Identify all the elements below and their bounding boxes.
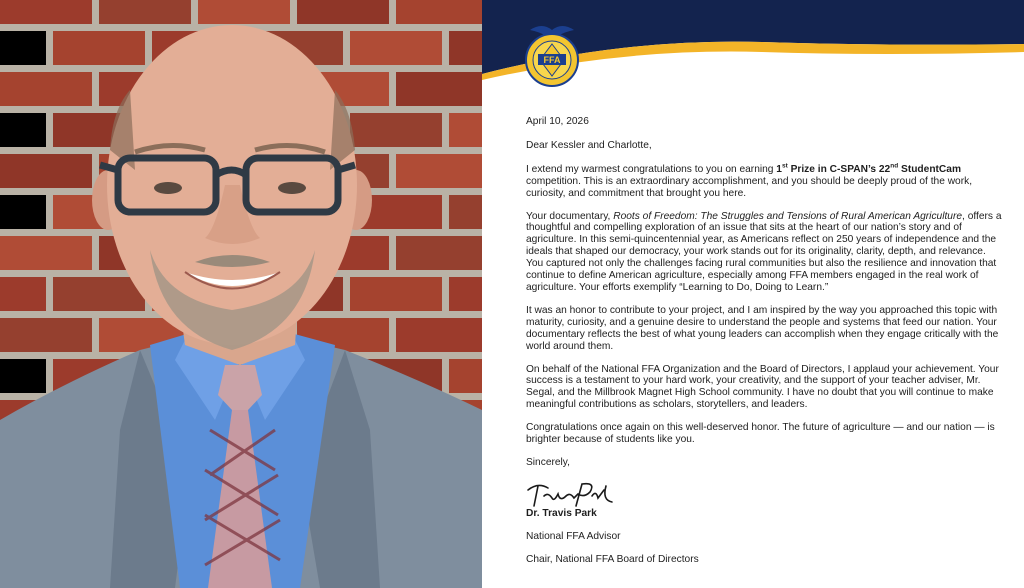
- brick: [449, 277, 482, 311]
- signer-name: Dr. Travis Park: [526, 507, 597, 519]
- emblem-letters: FFA: [543, 55, 561, 65]
- signer-title-1: National FFA Advisor: [526, 530, 621, 542]
- brick: [449, 195, 482, 229]
- letter-body: [526, 116, 1004, 577]
- signoff: Sincerely,: [526, 456, 570, 468]
- brick: [53, 277, 145, 311]
- brick: [0, 154, 92, 188]
- paragraph-3: It was an honor to contribute to your project, and I am inspired by the way you approached this topic with maturity, curiosity, and a genuine desire to understand the people and systems that feed our nation. Your documentary reflects the best of what young leaders can accomplish when they engage critically with the world around them.: [526, 304, 999, 352]
- letter-page: [482, 0, 1024, 588]
- signer-title-2: Chair, National FFA Board of Directors: [526, 553, 699, 565]
- ffa-emblem-logo: [524, 20, 580, 90]
- brick: [350, 113, 442, 147]
- brick: [396, 154, 482, 188]
- brick: [396, 72, 482, 106]
- paragraph-4: On behalf of the National FFA Organization and the Board of Directors, I applaud your achievement. Your success is a testament to your hard work, your creativity, and the support of your teacher adviser, Mr. Segal, and the Millbrook Magnet High School community. I have no doubt that you will continue to make meaningful contributions as scholars, storytellers, and leaders.: [526, 363, 999, 411]
- documentary-title: Roots of Freedom: The Struggles and Tensions of Rural American Agriculture: [613, 210, 963, 222]
- portrait-photo: [0, 0, 482, 588]
- letter-greeting: Dear Kessler and Charlotte,: [526, 139, 652, 151]
- brick: [0, 72, 92, 106]
- brick: [449, 113, 482, 147]
- brick: [99, 0, 191, 24]
- letter-date: April 10, 2026: [526, 116, 589, 127]
- brick: [350, 31, 442, 65]
- brick: [350, 277, 442, 311]
- brick: [396, 318, 482, 352]
- brick: [0, 277, 46, 311]
- portrait-illustration: [0, 0, 482, 588]
- brick: [0, 318, 92, 352]
- brick: [396, 0, 482, 24]
- brick: [396, 236, 482, 270]
- brick: [0, 236, 92, 270]
- paragraph-5: Congratulations once again on this well-deserved honor. The future of agriculture — and our nation — is brighter because of students like you.: [526, 422, 995, 446]
- handwritten-signature: [526, 480, 616, 508]
- brick: [449, 359, 482, 393]
- paragraph-1: I extend my warmest congratulations to you on earning 1st Prize in C-SPAN’s 22nd StudentCam competition. This is an extraordinary accomplishment, and you should be deeply proud of the work, curiosity, and commitment that brought you here.: [526, 162, 973, 199]
- paragraph-2: Your documentary, Roots of Freedom: The Struggles and Tensions of Rural American Agriculture, offers a thoughtful and compelling exploration of an issue that sits at the heart of our nation’s story and of agriculture. In this semi-quincentennial year, as Americans reflect on 250 years of independence and the ideals that shaped our democracy, your work stands out for its originality, clarity, depth, and relevance. You captured not only the challenges facing rural communities but also the resilience and innovation that continue to define American agriculture, especially among FFA members engaged in the real work of agriculture. Your efforts exemplify “Learning to Do, Doing to Learn.”: [526, 210, 1002, 293]
- brick: [297, 0, 389, 24]
- brick: [0, 31, 46, 65]
- brick: [198, 0, 290, 24]
- brick: [0, 113, 46, 147]
- brick: [449, 31, 482, 65]
- brick: [53, 31, 145, 65]
- brick: [0, 195, 46, 229]
- brick: [0, 359, 46, 393]
- brick: [0, 0, 92, 24]
